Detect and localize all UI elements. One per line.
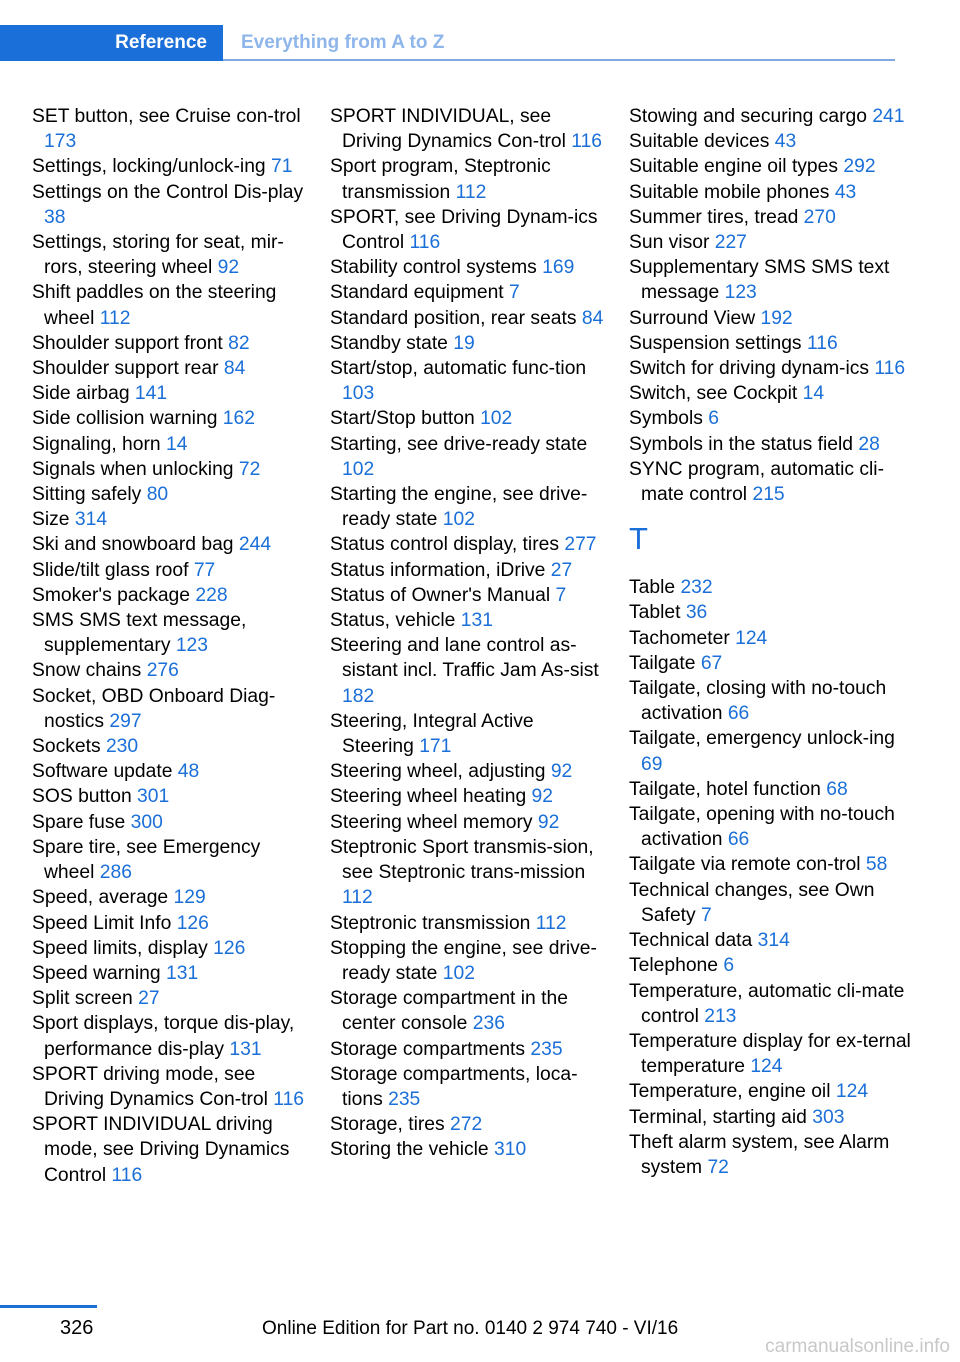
page-link[interactable]: 72 bbox=[238, 458, 261, 480]
page-link[interactable]: 123 bbox=[175, 635, 208, 657]
page-link[interactable]: 213 bbox=[704, 1005, 737, 1027]
watermark: carmanualsonline.info bbox=[765, 1336, 950, 1357]
index-entry bbox=[330, 810, 610, 835]
index-entry-text: Sport displays, torque dis-play, performance dis-play bbox=[32, 1013, 295, 1060]
page-link[interactable]: 232 bbox=[680, 577, 713, 599]
page-link[interactable]: 244 bbox=[238, 534, 272, 556]
index-entry bbox=[330, 205, 610, 255]
index-entry bbox=[32, 986, 312, 1011]
index-entry bbox=[330, 482, 610, 532]
index-entry-text: Settings, locking/unlock-ing bbox=[32, 156, 266, 178]
index-entry-text: Symbols in the status field bbox=[629, 433, 853, 455]
index-entry bbox=[330, 1112, 610, 1137]
page-link[interactable]: 272 bbox=[450, 1114, 483, 1136]
index-entry bbox=[629, 852, 919, 877]
page-link[interactable]: 92 bbox=[217, 257, 240, 279]
index-entry-text: SYNC program, automatic cli-mate control bbox=[629, 458, 885, 506]
index-column-3 bbox=[629, 104, 919, 1180]
page-link[interactable]: 126 bbox=[213, 937, 246, 959]
index-entry-text: Theft alarm system, see Alarm system bbox=[629, 1131, 890, 1178]
page-link[interactable]: 124 bbox=[835, 1081, 869, 1103]
page-link[interactable]: 129 bbox=[173, 887, 206, 909]
index-entry bbox=[32, 1062, 312, 1112]
index-entry-text: Tailgate, closing with no-touch activation bbox=[629, 678, 887, 725]
index-entry bbox=[330, 532, 610, 557]
index-entry bbox=[32, 331, 312, 356]
index-entry-text: Starting, see drive-ready state bbox=[330, 433, 588, 455]
index-entry bbox=[629, 953, 919, 978]
page-link[interactable]: 48 bbox=[177, 761, 200, 783]
index-entry-text: Speed, average bbox=[32, 887, 169, 909]
index-entry-text: Signaling, horn bbox=[32, 433, 161, 455]
index-entry bbox=[32, 784, 312, 809]
index-entry bbox=[629, 381, 919, 406]
index-entry bbox=[629, 205, 919, 230]
index-entry bbox=[629, 457, 919, 507]
page-link[interactable]: 215 bbox=[752, 484, 785, 506]
page-link[interactable]: 66 bbox=[727, 703, 750, 725]
index-entry-text: Storage compartment in the center console bbox=[330, 988, 568, 1035]
index-entry-text: Terminal, starting aid bbox=[629, 1106, 807, 1128]
page-link[interactable]: 192 bbox=[760, 307, 793, 329]
index-entry bbox=[330, 709, 610, 759]
page-link[interactable]: 124 bbox=[750, 1056, 783, 1078]
page-header bbox=[0, 25, 895, 61]
index-entry-text: Steering wheel heating bbox=[330, 786, 527, 808]
page-link[interactable]: 227 bbox=[714, 232, 747, 254]
index-entry-text: Steering and lane control as-sistant incl. Traffic Jam As-sist bbox=[330, 635, 599, 682]
index-entry bbox=[629, 331, 919, 356]
page-link[interactable]: 112 bbox=[342, 887, 373, 909]
page-link[interactable]: 112 bbox=[455, 181, 487, 203]
index-entry-text: Steering, Integral Active Steering bbox=[330, 710, 534, 758]
index-entry-text: Stopping the engine, see drive-ready state bbox=[330, 937, 597, 984]
section-letter: T bbox=[629, 521, 648, 557]
page-link[interactable]: 77 bbox=[193, 559, 216, 581]
page-link[interactable]: 103 bbox=[342, 383, 375, 405]
page-link[interactable]: 171 bbox=[419, 736, 452, 758]
index-entry bbox=[32, 180, 312, 230]
index-entry-text: Speed limits, display bbox=[32, 937, 208, 959]
index-entry-text: Standard position, rear seats bbox=[330, 307, 577, 329]
page-link[interactable]: 112 bbox=[99, 307, 131, 329]
index-entry-text: Suspension settings bbox=[629, 332, 802, 354]
page-link[interactable]: 14 bbox=[166, 433, 188, 455]
index-entry-text: Snow chains bbox=[32, 660, 142, 682]
index-entry-text: SOS button bbox=[32, 786, 132, 808]
index-entry bbox=[330, 306, 610, 331]
index-entry-text: Steptronic Sport transmis-sion, see Steptronic trans-mission bbox=[330, 836, 594, 884]
index-entry bbox=[629, 1029, 919, 1079]
index-entry-text: SPORT INDIVIDUAL driving mode, see Driving Dynamics Control bbox=[32, 1114, 290, 1186]
page-link[interactable]: 14 bbox=[802, 383, 825, 405]
index-entry-text: Temperature, automatic cli-mate control bbox=[629, 980, 905, 1027]
index-entry-text: Switch, see Cockpit bbox=[629, 383, 798, 405]
index-entry bbox=[32, 154, 312, 179]
index-entry bbox=[330, 280, 610, 305]
page-link[interactable]: 116 bbox=[571, 131, 603, 153]
page-link[interactable]: 235 bbox=[388, 1088, 421, 1110]
index-entry-text: Status control display, tires bbox=[330, 534, 559, 556]
index-entry bbox=[32, 532, 312, 557]
header-divider bbox=[223, 59, 895, 61]
page-link[interactable]: 182 bbox=[342, 685, 375, 707]
index-entry bbox=[32, 457, 312, 482]
page-link[interactable]: 116 bbox=[273, 1088, 305, 1110]
index-entry-text: Storage, tires bbox=[330, 1114, 445, 1136]
footer-divider bbox=[0, 1305, 97, 1308]
index-entry bbox=[629, 651, 919, 676]
index-entry bbox=[32, 507, 312, 532]
page-link[interactable]: 6 bbox=[708, 408, 720, 430]
page-link[interactable]: 314 bbox=[74, 509, 108, 531]
chapter-title: Everything from A to Z bbox=[241, 32, 445, 53]
index-column-1 bbox=[32, 104, 312, 1188]
index-entry bbox=[629, 129, 919, 154]
index-entry bbox=[330, 356, 610, 406]
index-entry-text: Standard equipment bbox=[330, 282, 504, 304]
index-entry bbox=[629, 726, 919, 776]
index-entry bbox=[629, 180, 919, 205]
page-link[interactable]: 71 bbox=[271, 156, 293, 178]
page-link[interactable]: 131 bbox=[166, 962, 199, 984]
index-entry bbox=[32, 583, 312, 608]
index-entry bbox=[330, 986, 610, 1036]
index-entry bbox=[629, 777, 919, 802]
page-link[interactable]: 235 bbox=[530, 1038, 563, 1060]
index-entry-text: Signals when unlocking bbox=[32, 458, 234, 480]
index-entry-text: Steering wheel, adjusting bbox=[330, 761, 546, 783]
page-link[interactable]: 173 bbox=[44, 131, 77, 153]
page-link[interactable]: 116 bbox=[806, 332, 838, 354]
index-entry bbox=[32, 961, 312, 986]
index-entry bbox=[32, 734, 312, 759]
page-link[interactable]: 58 bbox=[865, 854, 888, 876]
index-entry bbox=[32, 936, 312, 961]
index-entry-text: Start/stop, automatic func-tion bbox=[330, 358, 587, 380]
index-entry bbox=[629, 1105, 919, 1130]
index-entry-text: Side collision warning bbox=[32, 408, 218, 430]
page-link[interactable]: 38 bbox=[44, 206, 66, 228]
index-entry bbox=[330, 835, 610, 911]
index-entry bbox=[32, 810, 312, 835]
page-link[interactable]: 92 bbox=[531, 786, 553, 808]
index-entry-text: Tailgate via remote con-trol bbox=[629, 854, 861, 876]
index-entry-text: Shoulder support front bbox=[32, 332, 223, 354]
page-link[interactable]: 314 bbox=[757, 930, 790, 952]
index-entry-text: Settings, storing for seat, mir-rors, steering wheel bbox=[32, 232, 284, 279]
page-number: 326 bbox=[60, 1317, 94, 1339]
index-entry-text: Suitable mobile phones bbox=[629, 181, 830, 203]
index-entry bbox=[32, 230, 312, 280]
index-entry bbox=[32, 759, 312, 784]
index-entry bbox=[629, 878, 919, 928]
page-link[interactable]: 68 bbox=[826, 778, 848, 800]
page-link[interactable]: 292 bbox=[843, 156, 876, 178]
index-entry bbox=[629, 1079, 919, 1104]
page-link[interactable]: 102 bbox=[442, 962, 475, 984]
index-entry bbox=[32, 280, 312, 330]
index-entry bbox=[32, 684, 312, 734]
index-entry-text: Status information, iDrive bbox=[330, 559, 546, 581]
index-entry-text: Temperature, engine oil bbox=[629, 1081, 831, 1103]
index-entry bbox=[32, 885, 312, 910]
index-entry bbox=[330, 1062, 610, 1112]
index-entry bbox=[330, 608, 610, 633]
index-entry-text: Table bbox=[629, 577, 676, 599]
page-link[interactable]: 300 bbox=[130, 811, 163, 833]
index-entry-text: Starting the engine, see drive-ready state bbox=[330, 484, 588, 531]
index-entry bbox=[330, 936, 610, 986]
index-entry bbox=[330, 432, 610, 482]
index-entry-text: Tailgate, hotel function bbox=[629, 778, 821, 800]
index-entry bbox=[330, 1037, 610, 1062]
page-link[interactable]: 66 bbox=[727, 829, 750, 851]
page-link[interactable]: 80 bbox=[146, 484, 169, 506]
index-entry bbox=[629, 802, 919, 852]
index-entry bbox=[32, 356, 312, 381]
index-entry-text: Ski and snowboard bag bbox=[32, 534, 234, 556]
index-entry-text: Spare fuse bbox=[32, 811, 126, 833]
page-link[interactable]: 102 bbox=[442, 509, 475, 531]
page-link[interactable]: 92 bbox=[550, 761, 573, 783]
page-link[interactable]: 7 bbox=[509, 282, 520, 304]
index-entry bbox=[32, 658, 312, 683]
page-link[interactable]: 43 bbox=[834, 181, 857, 203]
page-link[interactable]: 276 bbox=[146, 660, 179, 682]
page-link[interactable]: 84 bbox=[223, 358, 246, 380]
page-link[interactable]: 82 bbox=[228, 332, 250, 354]
index-entry bbox=[629, 432, 919, 457]
page-link[interactable]: 310 bbox=[494, 1139, 527, 1161]
page-link[interactable]: 102 bbox=[480, 408, 513, 430]
index-entry bbox=[330, 104, 610, 154]
page-link[interactable]: 92 bbox=[537, 811, 560, 833]
page-link[interactable]: 236 bbox=[472, 1013, 505, 1035]
index-entry bbox=[629, 154, 919, 179]
edition-note: Online Edition for Part no. 0140 2 974 740 - VI/16 bbox=[262, 1318, 679, 1339]
page-link[interactable]: 6 bbox=[723, 955, 735, 977]
index-entry bbox=[32, 104, 312, 154]
page-link[interactable]: 162 bbox=[222, 408, 255, 430]
index-entry-text: Switch for driving dynam-ics bbox=[629, 358, 870, 380]
index-entry bbox=[629, 575, 919, 600]
page-link[interactable]: 72 bbox=[707, 1156, 729, 1178]
page-link[interactable]: 270 bbox=[803, 206, 836, 228]
page-link[interactable]: 124 bbox=[735, 627, 768, 649]
index-entry bbox=[629, 676, 919, 726]
index-entry bbox=[32, 911, 312, 936]
page-link[interactable]: 241 bbox=[872, 106, 905, 127]
index-column-2 bbox=[330, 104, 610, 1163]
page-link[interactable]: 116 bbox=[874, 358, 906, 380]
page-link[interactable]: 28 bbox=[858, 433, 880, 455]
index-entry-text: SET button, see Cruise con-trol bbox=[32, 106, 301, 127]
index-entry bbox=[32, 608, 312, 658]
page-link[interactable]: 36 bbox=[685, 602, 708, 624]
index-entry-text: Symbols bbox=[629, 408, 703, 430]
index-entry-text: Software update bbox=[32, 761, 173, 783]
page-link[interactable]: 27 bbox=[138, 988, 160, 1010]
index-entry bbox=[330, 633, 610, 709]
index-entry bbox=[629, 104, 919, 129]
page-link[interactable]: 297 bbox=[109, 710, 142, 732]
index-entry-text: Technical changes, see Own Safety bbox=[629, 879, 875, 926]
index-entry bbox=[32, 558, 312, 583]
index-entry-text: Sitting safely bbox=[32, 484, 142, 506]
page-link[interactable]: 123 bbox=[724, 282, 757, 304]
index-entry-text: Tachometer bbox=[629, 627, 730, 649]
index-entry bbox=[330, 255, 610, 280]
page-link[interactable]: 286 bbox=[99, 862, 132, 884]
index-entry-text: Stability control systems bbox=[330, 257, 537, 279]
page-link[interactable]: 303 bbox=[812, 1106, 845, 1128]
index-entry-text: Surround View bbox=[629, 307, 756, 329]
index-entry-text: Sockets bbox=[32, 736, 101, 758]
index-entry-text: Status, vehicle bbox=[330, 610, 456, 632]
index-entry-text: Tailgate, emergency unlock-ing bbox=[629, 728, 895, 750]
index-entry bbox=[32, 1112, 312, 1188]
index-entry-text: Suitable devices bbox=[629, 131, 770, 153]
index-entry-text: Spare tire, see Emergency wheel bbox=[32, 836, 261, 884]
index-entry-text: Telephone bbox=[629, 955, 718, 977]
index-entry-text: SPORT driving mode, see Driving Dynamics Con-trol bbox=[32, 1063, 268, 1110]
index-entry-text: Stowing and securing cargo bbox=[629, 106, 867, 127]
page-link[interactable]: 277 bbox=[564, 534, 597, 556]
index-entry bbox=[330, 759, 610, 784]
index-entry-text: Side airbag bbox=[32, 383, 130, 405]
index-entry-text: Tailgate, opening with no-touch activation bbox=[629, 804, 895, 851]
page-link[interactable]: 116 bbox=[111, 1164, 143, 1186]
section-tab bbox=[0, 25, 223, 61]
index-entry-text: Settings on the Control Dis-play bbox=[32, 181, 304, 203]
index-entry-text: Shoulder support rear bbox=[32, 358, 219, 380]
page-link[interactable]: 126 bbox=[176, 912, 209, 934]
index-entry-text: Smoker's package bbox=[32, 584, 191, 606]
section-label: Reference bbox=[115, 32, 207, 53]
index-entry bbox=[629, 230, 919, 255]
page-link[interactable]: 230 bbox=[105, 736, 139, 758]
index-entry-text: Speed Limit Info bbox=[32, 912, 172, 934]
index-entry bbox=[32, 406, 312, 431]
index-entry bbox=[32, 1011, 312, 1061]
index-entry bbox=[330, 558, 610, 583]
index-entry bbox=[629, 1130, 919, 1180]
index-entry-text: Steering wheel memory bbox=[330, 811, 533, 833]
index-entry bbox=[330, 1137, 610, 1162]
index-entry bbox=[629, 979, 919, 1029]
page-link[interactable]: 169 bbox=[542, 257, 575, 279]
index-entry-text: Sun visor bbox=[629, 232, 710, 254]
index-entry bbox=[629, 406, 919, 431]
page-link[interactable]: 27 bbox=[550, 559, 573, 581]
index-entry-text: Storing the vehicle bbox=[330, 1139, 489, 1161]
index-entry bbox=[330, 154, 610, 204]
page-link[interactable]: 102 bbox=[342, 458, 375, 480]
index-entry bbox=[629, 306, 919, 331]
index-entry-text: SMS SMS text message, supplementary bbox=[32, 610, 247, 657]
index-entry bbox=[330, 583, 610, 608]
page-link[interactable]: 7 bbox=[701, 904, 712, 926]
page-link[interactable]: 69 bbox=[641, 753, 663, 775]
index-entry-text: Technical data bbox=[629, 930, 753, 952]
index-entry-text: Standby state bbox=[330, 332, 448, 354]
index-entry-text: Storage compartments, loca-tions bbox=[330, 1063, 578, 1110]
index-entry-text: Tablet bbox=[629, 602, 681, 624]
index-entry-text: Tailgate bbox=[629, 652, 696, 674]
index-entry bbox=[629, 255, 919, 305]
index-entry-text: Speed warning bbox=[32, 962, 161, 984]
index-entry bbox=[629, 356, 919, 381]
index-entry-text: Storage compartments bbox=[330, 1038, 526, 1060]
index-entry-text: Sport program, Steptronic transmission bbox=[330, 156, 551, 203]
index-entry-text: Slide/tilt glass roof bbox=[32, 559, 189, 581]
page-link[interactable]: 67 bbox=[700, 652, 723, 674]
index-entry-text: Summer tires, tread bbox=[629, 206, 799, 228]
index-entry bbox=[32, 381, 312, 406]
index-entry-text: Status of Owner's Manual bbox=[330, 584, 551, 606]
index-entry bbox=[330, 331, 610, 356]
index-entry bbox=[32, 432, 312, 457]
page-link[interactable]: 7 bbox=[555, 584, 567, 606]
index-entry bbox=[629, 928, 919, 953]
index-entry-text: Steptronic transmission bbox=[330, 912, 531, 934]
page-link[interactable]: 19 bbox=[453, 332, 475, 354]
index-entry bbox=[629, 626, 919, 651]
page-link[interactable]: 301 bbox=[137, 786, 170, 808]
index-entry bbox=[32, 835, 312, 885]
page-link[interactable]: 141 bbox=[134, 383, 168, 405]
index-entry bbox=[629, 600, 919, 625]
index-entry-text: Socket, OBD Onboard Diag-nostics bbox=[32, 685, 276, 732]
index-entry-text: Temperature display for ex-ternal temperature bbox=[629, 1030, 911, 1078]
index-entry-text: Suitable engine oil types bbox=[629, 156, 839, 178]
index-entry bbox=[330, 406, 610, 431]
page-link[interactable]: 131 bbox=[460, 610, 493, 632]
index-entry-text: SPORT INDIVIDUAL, see Driving Dynamics Con-trol bbox=[330, 106, 566, 153]
index-entry-text: Supplementary SMS SMS text message bbox=[629, 257, 890, 304]
page-link[interactable]: 116 bbox=[409, 232, 441, 254]
page-link[interactable]: 84 bbox=[581, 307, 604, 329]
index-entry-text: SPORT, see Driving Dynam-ics Control bbox=[330, 206, 598, 254]
page-link[interactable]: 131 bbox=[229, 1038, 262, 1060]
page-link[interactable]: 112 bbox=[535, 912, 567, 934]
index-entry-text: Split screen bbox=[32, 988, 133, 1010]
index-entry-text: Shift paddles on the steering wheel bbox=[32, 282, 277, 329]
index-entry bbox=[330, 784, 610, 809]
index-entry bbox=[330, 911, 610, 936]
index-entry bbox=[32, 482, 312, 507]
index-entry-text: Size bbox=[32, 509, 70, 531]
index-entry-text: Start/Stop button bbox=[330, 408, 475, 430]
page-link[interactable]: 228 bbox=[195, 584, 228, 606]
page-link[interactable]: 43 bbox=[774, 131, 797, 153]
